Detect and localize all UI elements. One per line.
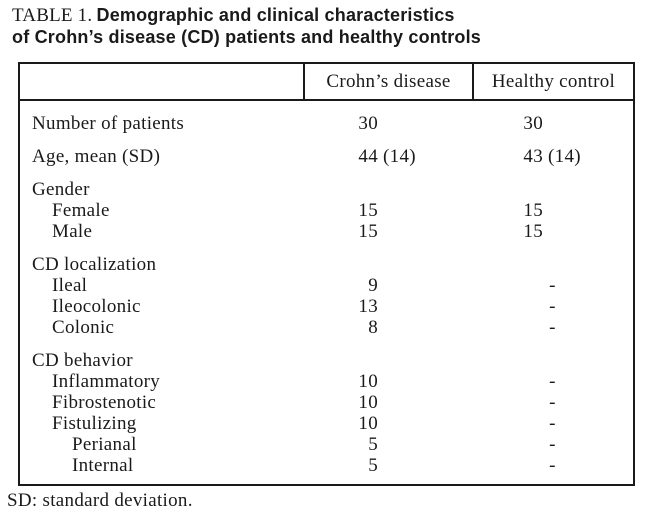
value-number: 44 [358,146,378,167]
value-hc: - [549,371,556,392]
value-cd [303,275,472,296]
table-footnote: SD: standard deviation. [7,490,193,511]
table-body [20,101,633,484]
value-cd [303,350,472,371]
value-hc [472,179,633,200]
table-title-line1 [12,5,481,27]
table-row [20,455,633,476]
table-row [20,296,633,317]
table-title [12,5,481,47]
demographics-table [18,62,635,486]
value-cd [303,254,472,275]
value-hc: - [549,455,556,476]
table-row [20,392,633,413]
value-cd [303,296,472,317]
row-label: Male [52,221,93,242]
value-number: 15 [523,221,543,242]
row-label: Ileocolonic [52,296,141,317]
value-hc [472,113,633,134]
value-cd [303,179,472,200]
table-row [20,371,633,392]
table-title-text: Demographic and clinical characteristics [96,5,455,25]
value-cd [303,317,472,338]
table-row [20,317,633,338]
table-row [20,275,633,296]
row-label: Perianal [72,434,137,455]
value-cd [303,113,472,134]
column-header-empty [20,64,303,99]
value-number: 15 [358,221,378,242]
table-row [20,221,633,242]
value-cd [303,221,472,242]
row-label: Age, mean (SD) [32,146,161,167]
value-cd [303,455,472,476]
value-number: 30 [358,113,378,134]
value-cd [303,413,472,434]
value-cd [303,200,472,221]
value-hc: - [549,434,556,455]
table-row [20,146,633,167]
row-label: Fibrostenotic [52,392,157,413]
table-row [20,350,633,371]
value-hc: - [549,317,556,338]
value-hc [472,146,633,167]
value-number: 10 [358,392,378,413]
row-label: Female [52,200,110,221]
value-cd [303,371,472,392]
row-label: Colonic [52,317,115,338]
value-sd-suffix: (14) [543,146,581,167]
value-number: 15 [523,200,543,221]
table-row [20,200,633,221]
row-label: Inflammatory [52,371,161,392]
value-hc: - [549,275,556,296]
value-hc: - [549,296,556,317]
value-cd [303,434,472,455]
value-number: 10 [358,413,378,434]
value-number: 10 [358,371,378,392]
value-number: 43 [523,146,543,167]
row-label: Internal [72,455,134,476]
value-hc [472,200,633,221]
row-label: CD behavior [32,350,133,371]
table-row [20,413,633,434]
value-number: 9 [368,275,378,296]
value-number: 30 [523,113,543,134]
value-number: 13 [358,296,378,317]
table-header-row [20,64,633,101]
table-row [20,434,633,455]
value-cd [303,392,472,413]
row-label: Number of patients [32,113,185,134]
table-row [20,113,633,134]
column-header-crohns-disease: Crohn’s disease [303,64,472,99]
table-row [20,254,633,275]
value-hc [472,221,633,242]
row-label: Fistulizing [52,413,137,434]
row-label: CD localization [32,254,157,275]
value-hc: - [549,413,556,434]
value-hc [472,254,633,275]
column-header-healthy-control: Healthy control [472,64,633,99]
table-number-label: TABLE 1. [12,5,93,26]
row-label: Ileal [52,275,88,296]
value-number: 5 [368,434,378,455]
value-cd [303,146,472,167]
value-hc [472,350,633,371]
row-label: Gender [32,179,90,200]
table-title-line2: of Crohn’s disease (CD) patients and healthy controls [12,27,482,47]
value-number: 8 [368,317,378,338]
value-number: 15 [358,200,378,221]
value-number: 5 [368,455,378,476]
value-hc: - [549,392,556,413]
value-sd-suffix: (14) [378,146,416,167]
table-row [20,179,633,200]
